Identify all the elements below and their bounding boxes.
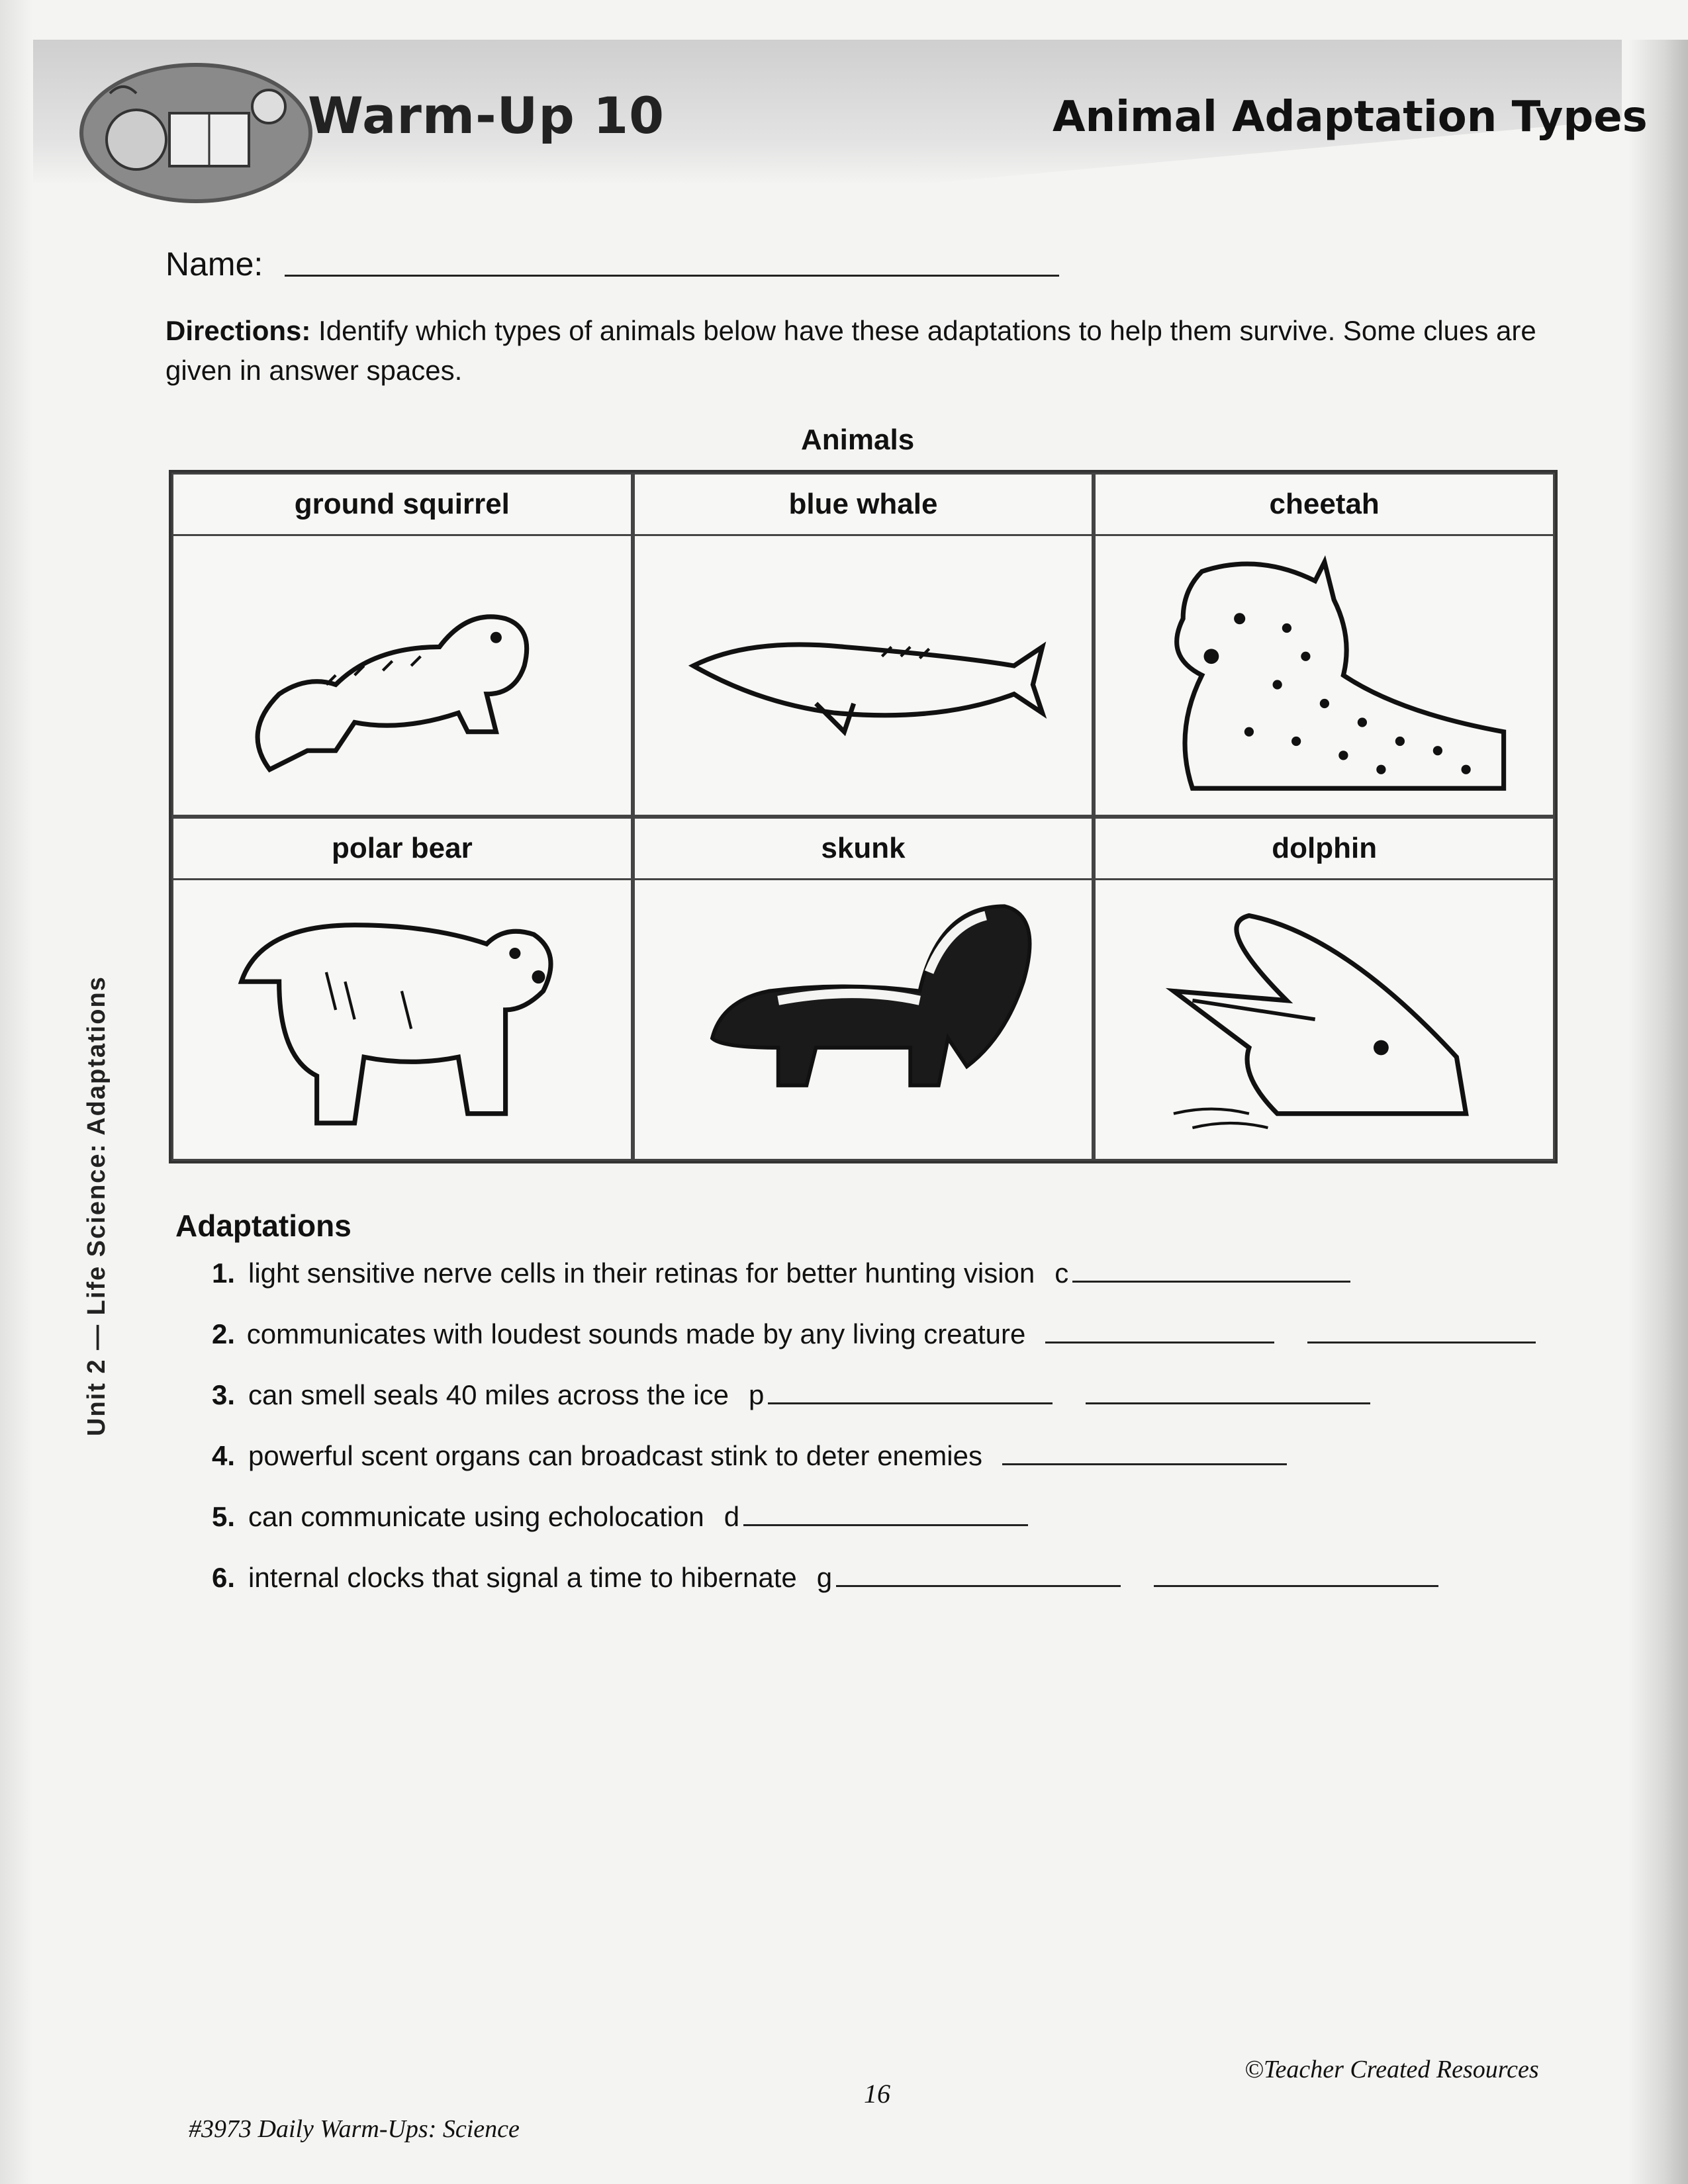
animal-cell-blue-whale bbox=[633, 473, 1094, 817]
adaptation-number: 4. bbox=[212, 1440, 236, 1471]
page-edge-right bbox=[1628, 40, 1688, 2184]
adaptation-item bbox=[212, 1440, 1569, 1501]
answer-blank[interactable] bbox=[1086, 1402, 1370, 1404]
name-label: Name: bbox=[165, 246, 263, 283]
answer-blank[interactable] bbox=[768, 1402, 1053, 1404]
answer-clue: d bbox=[724, 1501, 740, 1532]
animal-label: blue whale bbox=[635, 475, 1092, 536]
animal-label: skunk bbox=[635, 819, 1092, 880]
adaptation-item bbox=[212, 1379, 1569, 1440]
answer-blank[interactable] bbox=[1307, 1342, 1536, 1343]
animal-cell-cheetah bbox=[1094, 473, 1555, 817]
adaptation-item bbox=[212, 1318, 1569, 1379]
animal-label: ground squirrel bbox=[173, 475, 631, 536]
skunk-icon bbox=[662, 897, 1064, 1142]
animal-grid bbox=[169, 470, 1558, 1163]
topic-title: Animal Adaptation Types bbox=[1053, 93, 1648, 142]
answer-blank[interactable] bbox=[1045, 1342, 1274, 1343]
cheetah-icon bbox=[1123, 553, 1526, 797]
dolphin-icon bbox=[1123, 897, 1526, 1142]
animal-label: dolphin bbox=[1096, 819, 1553, 880]
footer-book-title: #3973 Daily Warm-Ups: Science bbox=[189, 2115, 520, 2143]
adaptation-text: internal clocks that signal a time to hibernate bbox=[248, 1562, 797, 1593]
adaptation-number: 6. bbox=[212, 1562, 236, 1593]
directions-label: Directions: bbox=[165, 315, 311, 346]
science-logo bbox=[79, 63, 312, 203]
adaptation-text: can communicate using echolocation bbox=[248, 1501, 704, 1532]
answer-blank[interactable] bbox=[743, 1524, 1028, 1526]
ground-squirrel-icon bbox=[201, 553, 603, 797]
answer-clue: g bbox=[816, 1562, 833, 1593]
footer-page-number: 16 bbox=[864, 2079, 890, 2109]
animal-cell-polar-bear bbox=[171, 817, 633, 1161]
animals-heading: Animals bbox=[801, 424, 915, 456]
science-logo-icon bbox=[83, 67, 308, 199]
answer-blank[interactable] bbox=[1154, 1585, 1438, 1587]
page-edge-left bbox=[0, 0, 33, 2184]
adaptations-list bbox=[212, 1257, 1569, 1623]
animal-label: cheetah bbox=[1096, 475, 1553, 536]
animal-label: polar bear bbox=[173, 819, 631, 880]
adaptation-text: light sensitive nerve cells in their retinas for better hunting vision bbox=[248, 1257, 1035, 1289]
adaptations-heading: Adaptations bbox=[175, 1208, 352, 1243]
adaptation-number: 5. bbox=[212, 1501, 236, 1532]
answer-blank[interactable] bbox=[1072, 1281, 1350, 1283]
animal-cell-dolphin bbox=[1094, 817, 1555, 1161]
adaptation-item bbox=[212, 1257, 1569, 1318]
footer-publisher: ©Teacher Created Resources bbox=[1244, 2056, 1539, 2083]
adaptation-item bbox=[212, 1501, 1569, 1562]
adaptation-text: powerful scent organs can broadcast stink to deter enemies bbox=[248, 1440, 982, 1471]
animal-cell-skunk bbox=[633, 817, 1094, 1161]
answer-blank[interactable] bbox=[1002, 1463, 1287, 1465]
adaptation-text: communicates with loudest sounds made by any living creature bbox=[246, 1318, 1026, 1349]
blue-whale-icon bbox=[662, 553, 1064, 797]
adaptation-item bbox=[212, 1562, 1569, 1623]
adaptation-number: 2. bbox=[212, 1318, 236, 1349]
directions-text: Identify which types of animals below have these adaptations to help them survive. Some clues are given in answer spaces. bbox=[165, 315, 1536, 386]
unit-side-label: Unit 2 — Life Science: Adaptations bbox=[83, 976, 111, 1436]
adaptation-number: 3. bbox=[212, 1379, 236, 1410]
directions bbox=[165, 311, 1542, 390]
polar-bear-icon bbox=[201, 897, 603, 1142]
answer-clue: c bbox=[1055, 1257, 1069, 1289]
answer-blank[interactable] bbox=[836, 1585, 1121, 1587]
animal-cell-ground-squirrel bbox=[171, 473, 633, 817]
warmup-title: Warm-Up 10 bbox=[308, 86, 665, 145]
answer-clue: p bbox=[748, 1379, 765, 1410]
adaptation-number: 1. bbox=[212, 1257, 236, 1289]
name-input-line[interactable] bbox=[285, 275, 1059, 277]
adaptation-text: can smell seals 40 miles across the ice bbox=[248, 1379, 729, 1410]
